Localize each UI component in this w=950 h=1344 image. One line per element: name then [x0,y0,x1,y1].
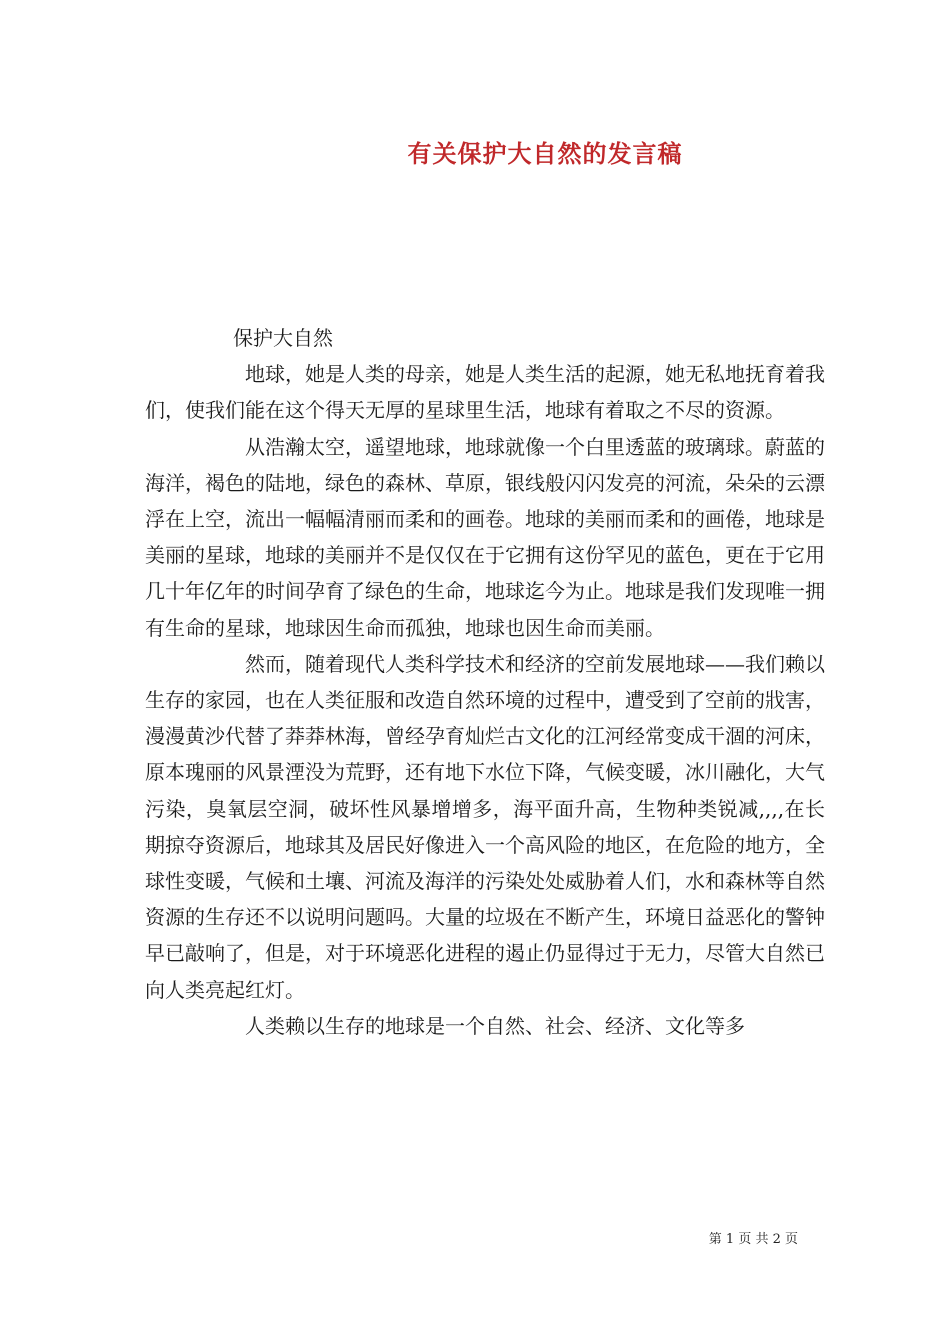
page-number: 第 1 页 共 2 页 [708,1232,798,1247]
document-title: 有关保护大自然的发言稿 [407,139,683,168]
paragraph-1: 地球，她是人类的母亲，她是人类生活的起源，她无私地抚育着我们，使我们能在这个得天无厚的星球里生活，地球有着取之不尽的资源。 [145,362,825,423]
paragraph-2: 从浩瀚太空，遥望地球，地球就像一个白里透蓝的玻璃球。蔚蓝的海洋，褐色的陆地，绿色的森林、草原，银线般闪闪发亮的河流，朵朵的云漂浮在上空，流出一幅幅清丽而柔和的画卷。地球的美丽而柔和的画倦，地球是美丽的星球，地球的美丽并不是仅仅在于它拥有这份罕见的蓝色，更在于它用几十年亿年的时间孕育了绿色的生命，地球迄今为止。地球是我们发现唯一拥有生命的星球，地球因生命而孤独，地球也因生命而美丽。 [145,434,825,640]
document-subtitle: 保护大自然 [233,326,333,350]
paragraph-3: 然而，随着现代人类科学技术和经济的空前发展地球——我们赖以生存的家园，也在人类征服和改造自然环境的过程中，遭受到了空前的戕害，漫漫黄沙代替了莽莽林海，曾经孕育灿烂古文化的江河经常变成干涸的河床，原本瑰丽的风景湮没为荒野，还有地下水位下降，气候变暖，冰川融化，大气污染，臭氧层空洞，破坏性风暴增增多，海平面升高，生物种类锐减,,,,在长期掠夺资源后，地球其及居民好像进入一个高风险的地区，在危险的地方，全球性变暖，气候和土壤、河流及海洋的污染处处威胁着人们，水和森林等自然资源的生存还不以说明问题吗。大量的垃圾在不断产生，环境日益恶化的警钟早已敲响了，但是，对于环境恶化进程的遏止仍显得过于无力，尽管大自然已向人类亮起红灯。 [145,651,825,1002]
paragraph-4: 人类赖以生存的地球是一个自然、社会、经济、文化等多 [245,1013,745,1038]
document-body [145,320,825,1044]
